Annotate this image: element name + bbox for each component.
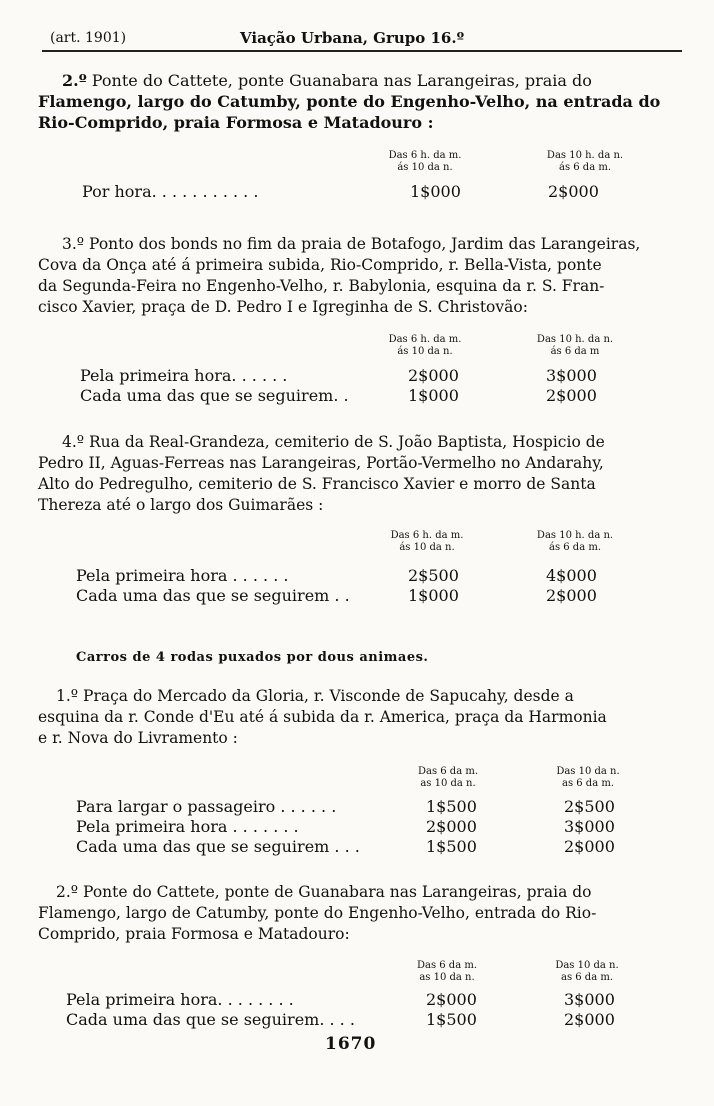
rate-day: 1$000	[408, 586, 459, 605]
column-header-day: Das 6 h. da m. ás 10 da n.	[388, 150, 462, 173]
rate-label: Pela primeira hora . . . . . .	[76, 566, 289, 585]
rate-night: 3$000	[546, 366, 597, 385]
rate-night: 3$000	[564, 990, 615, 1009]
rate-day: 2$000	[408, 366, 459, 385]
rate-label: Pela primeira hora. . . . . . . .	[66, 990, 294, 1009]
column-header-day: Das 6 h. da m. ás 10 da n.	[390, 530, 464, 553]
header-rule	[42, 50, 682, 52]
item-number: 2.º	[62, 71, 87, 90]
header-title: Viação Urbana, Grupo 16.º	[240, 29, 465, 47]
rate-night: 2$000	[564, 1010, 615, 1029]
rate-label: Pela primeira hora. . . . . .	[80, 366, 288, 385]
tariff-block-4	[38, 432, 678, 516]
tariff-block-4wheel-1	[38, 686, 678, 749]
rate-day: 2$000	[426, 817, 477, 836]
description-line: da Segunda-Feira no Engenho-Velho, r. Babylonia, esquina da r. S. Fran-	[38, 277, 605, 295]
section-title: Carros de 4 rodas puxados por dous animaes.	[76, 650, 429, 665]
description-line: cisco Xavier, praça de D. Pedro I e Igreginha de S. Christovão:	[38, 298, 528, 316]
column-header-night: Das 10 h. da n. ás 6 da m	[536, 334, 614, 357]
rate-label: Pela primeira hora . . . . . . .	[76, 817, 299, 836]
rate-day: 1$500	[426, 837, 477, 856]
description-line: Ponte do Cattete, ponte Guanabara nas Larangeiras, praia do	[91, 71, 592, 90]
description-line: Thereza até o largo dos Guimarães :	[38, 496, 324, 514]
rate-label: Cada uma das que se seguirem. . . .	[66, 1010, 355, 1029]
rate-label: Para largar o passageiro . . . . . .	[76, 797, 337, 816]
rate-label: Por hora. . . . . . . . . . .	[82, 182, 259, 201]
item-number: 4.º	[62, 433, 85, 451]
header-article-ref: (art. 1901)	[50, 30, 127, 46]
description-line: Alto do Pedregulho, cemiterio de S. Francisco Xavier e morro de Santa	[38, 475, 596, 493]
rate-night: 3$000	[564, 817, 615, 836]
tariff-block-4wheel-2	[38, 882, 678, 945]
item-number: 3.º	[62, 235, 85, 253]
description-line: Rua da Real-Grandeza, cemiterio de S. João Baptista, Hospicio de	[89, 433, 605, 451]
rate-night: 2$000	[564, 837, 615, 856]
description-line: esquina da r. Conde d'Eu até á subida da r. America, praça da Harmonia	[38, 708, 607, 726]
description-line: Praça do Mercado da Gloria, r. Visconde de Sapucahy, desde a	[83, 687, 574, 705]
description-line: Ponte do Cattete, ponte de Guanabara nas Larangeiras, praia do	[83, 883, 592, 901]
tariff-block-3	[38, 234, 678, 318]
description-line: Rio-Comprido, praia Formosa e Matadouro :	[38, 113, 434, 132]
rate-day: 1$500	[426, 1010, 477, 1029]
rate-night: 2$000	[546, 386, 597, 405]
page-number: 1670	[325, 1034, 377, 1054]
rate-day: 1$000	[408, 386, 459, 405]
description-line: e r. Nova do Livramento :	[38, 729, 238, 747]
rate-night: 2$000	[546, 586, 597, 605]
rate-night: 2$000	[548, 182, 599, 201]
column-header-day: Das 6 h. da m. ás 10 da n.	[388, 334, 462, 357]
tariff-block-2	[38, 70, 678, 133]
rate-day: 1$000	[410, 182, 461, 201]
rate-label: Cada uma das que se seguirem . . .	[76, 837, 360, 856]
column-header-night: Das 10 da n. as 6 da m.	[556, 766, 620, 789]
description-line: Flamengo, largo do Catumby, ponte do Engenho-Velho, na entrada do	[38, 92, 661, 111]
column-header-night: Das 10 h. da n. ás 6 da m.	[536, 530, 614, 553]
rate-night: 4$000	[546, 566, 597, 585]
description-line: Flamengo, largo de Catumby, ponte do Engenho-Velho, entrada do Rio-	[38, 904, 597, 922]
rate-day: 2$500	[408, 566, 459, 585]
rate-night: 2$500	[564, 797, 615, 816]
description-line: Comprido, praia Formosa e Matadouro:	[38, 925, 350, 943]
rate-label: Cada uma das que se seguirem. .	[80, 386, 349, 405]
description-line: Cova da Onça até á primeira subida, Rio-Comprido, r. Bella-Vista, ponte	[38, 256, 602, 274]
item-number: 2.º	[56, 883, 79, 901]
rate-day: 2$000	[426, 990, 477, 1009]
column-header-day: Das 6 da m. as 10 da n.	[416, 960, 478, 983]
column-header-night: Das 10 h. da n. ás 6 da m.	[546, 150, 624, 173]
item-number: 1.º	[56, 687, 79, 705]
column-header-day: Das 6 da m. as 10 da n.	[417, 766, 479, 789]
description-line: Ponto dos bonds no fim da praia de Botafogo, Jardim das Larangeiras,	[89, 235, 641, 253]
rate-day: 1$500	[426, 797, 477, 816]
rate-label: Cada uma das que se seguirem . .	[76, 586, 350, 605]
column-header-night: Das 10 da n. as 6 da m.	[555, 960, 619, 983]
description-line: Pedro II, Aguas-Ferreas nas Larangeiras, Portão-Vermelho no Andarahy,	[38, 454, 604, 472]
